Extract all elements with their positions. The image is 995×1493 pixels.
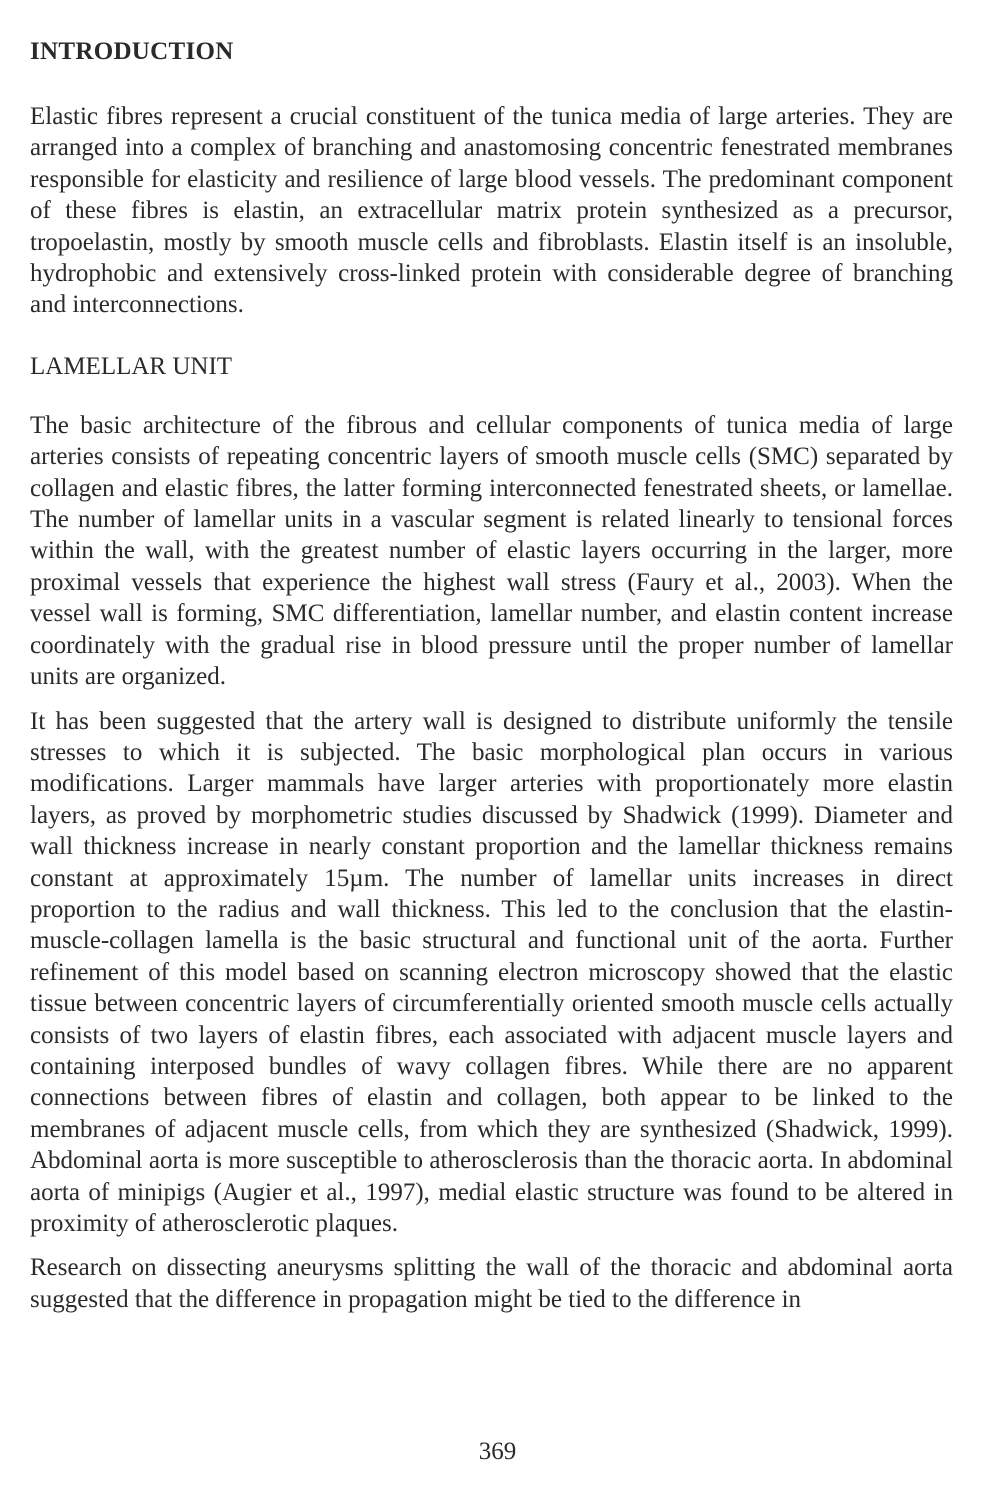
introduction-paragraph: Elastic fibres represent a crucial constituent of the tunica media of large arteries. They are arranged into a complex of branching and anastomosing concentric fenestrated membranes responsible for elasticity and resilience of large blood vessels. The predominant component of these fibres is elastin, an extracellular matrix protein synthesized as a precursor, tropoelastin, mostly by smooth muscle cells and fibroblasts. Elastin itself is an insoluble, hydrophobic and extensively cross-linked protein with considerable degree of branching and interconnections. [30, 103, 953, 319]
page-number: 369 [478, 1438, 517, 1465]
lamellar-paragraph-2: It has been suggested that the artery wall is designed to distribute uniformly the tensile stresses to which it is subjected. The basic morphological plan occurs in various modifications. Larger mammals have larger arteries with proportionately more elastin layers, as proved by morphometric studies discussed by Shadwick (1999). Diameter and wall thickness increase in nearly constant proportion and the lamellar thickness remains constant at approximately 15µm. The number of lamellar units increases in direct proportion to the radius and wall thickness. This led to the conclusion that the elastin-muscle-collagen lamella is the basic structural and functional unit of the aorta. Further refinement of this model based on scanning electron microscopy showed that the elastic tissue between concentric layers of circumferentially oriented smooth muscle cells actually consists of two layers of elastin fibres, each associated with adjacent muscle layers and containing interposed bundles of wavy collagen fibres. While there are no apparent connections between fibres of elastin and collagen, both appear to be linked to the membranes of adjacent muscle cells, from which they are synthesized (Shadwick, 1999). Abdominal aorta is more susceptible to atherosclerosis than the thoracic aorta. In abdominal aorta of minipigs (Augier et al., 1997), medial elastic structure was found to be altered in proximity of atherosclerotic plaques. [30, 707, 953, 1237]
lamellar-paragraph-1: The basic architecture of the fibrous and cellular components of tunica media of large arteries consists of repeating concentric layers of smooth muscle cells (SMC) separated by collagen and elastic fibres, the latter forming interconnected fenestrated sheets, or lamellae. The number of lamellar units in a vascular segment is related linearly to tensional forces within the wall, with the greatest number of elastic layers occurring in the larger, more proximal vessels that experience the highest wall stress (Faury et al., 2003). When the vessel wall is forming, SMC differentiation, lamellar number, and elastin content increase coordinately with the gradual rise in blood pressure until the proper number of lamellar units are organized. [30, 411, 953, 691]
lamellar-paragraph-3: Research on dissecting aneurysms splitting the wall of the thoracic and abdominal aorta suggested that the difference in propagation might be tied to the difference in [30, 1254, 953, 1313]
introduction-heading: INTRODUCTION [30, 38, 234, 65]
lamellar-unit-heading: LAMELLAR UNIT [30, 352, 233, 380]
